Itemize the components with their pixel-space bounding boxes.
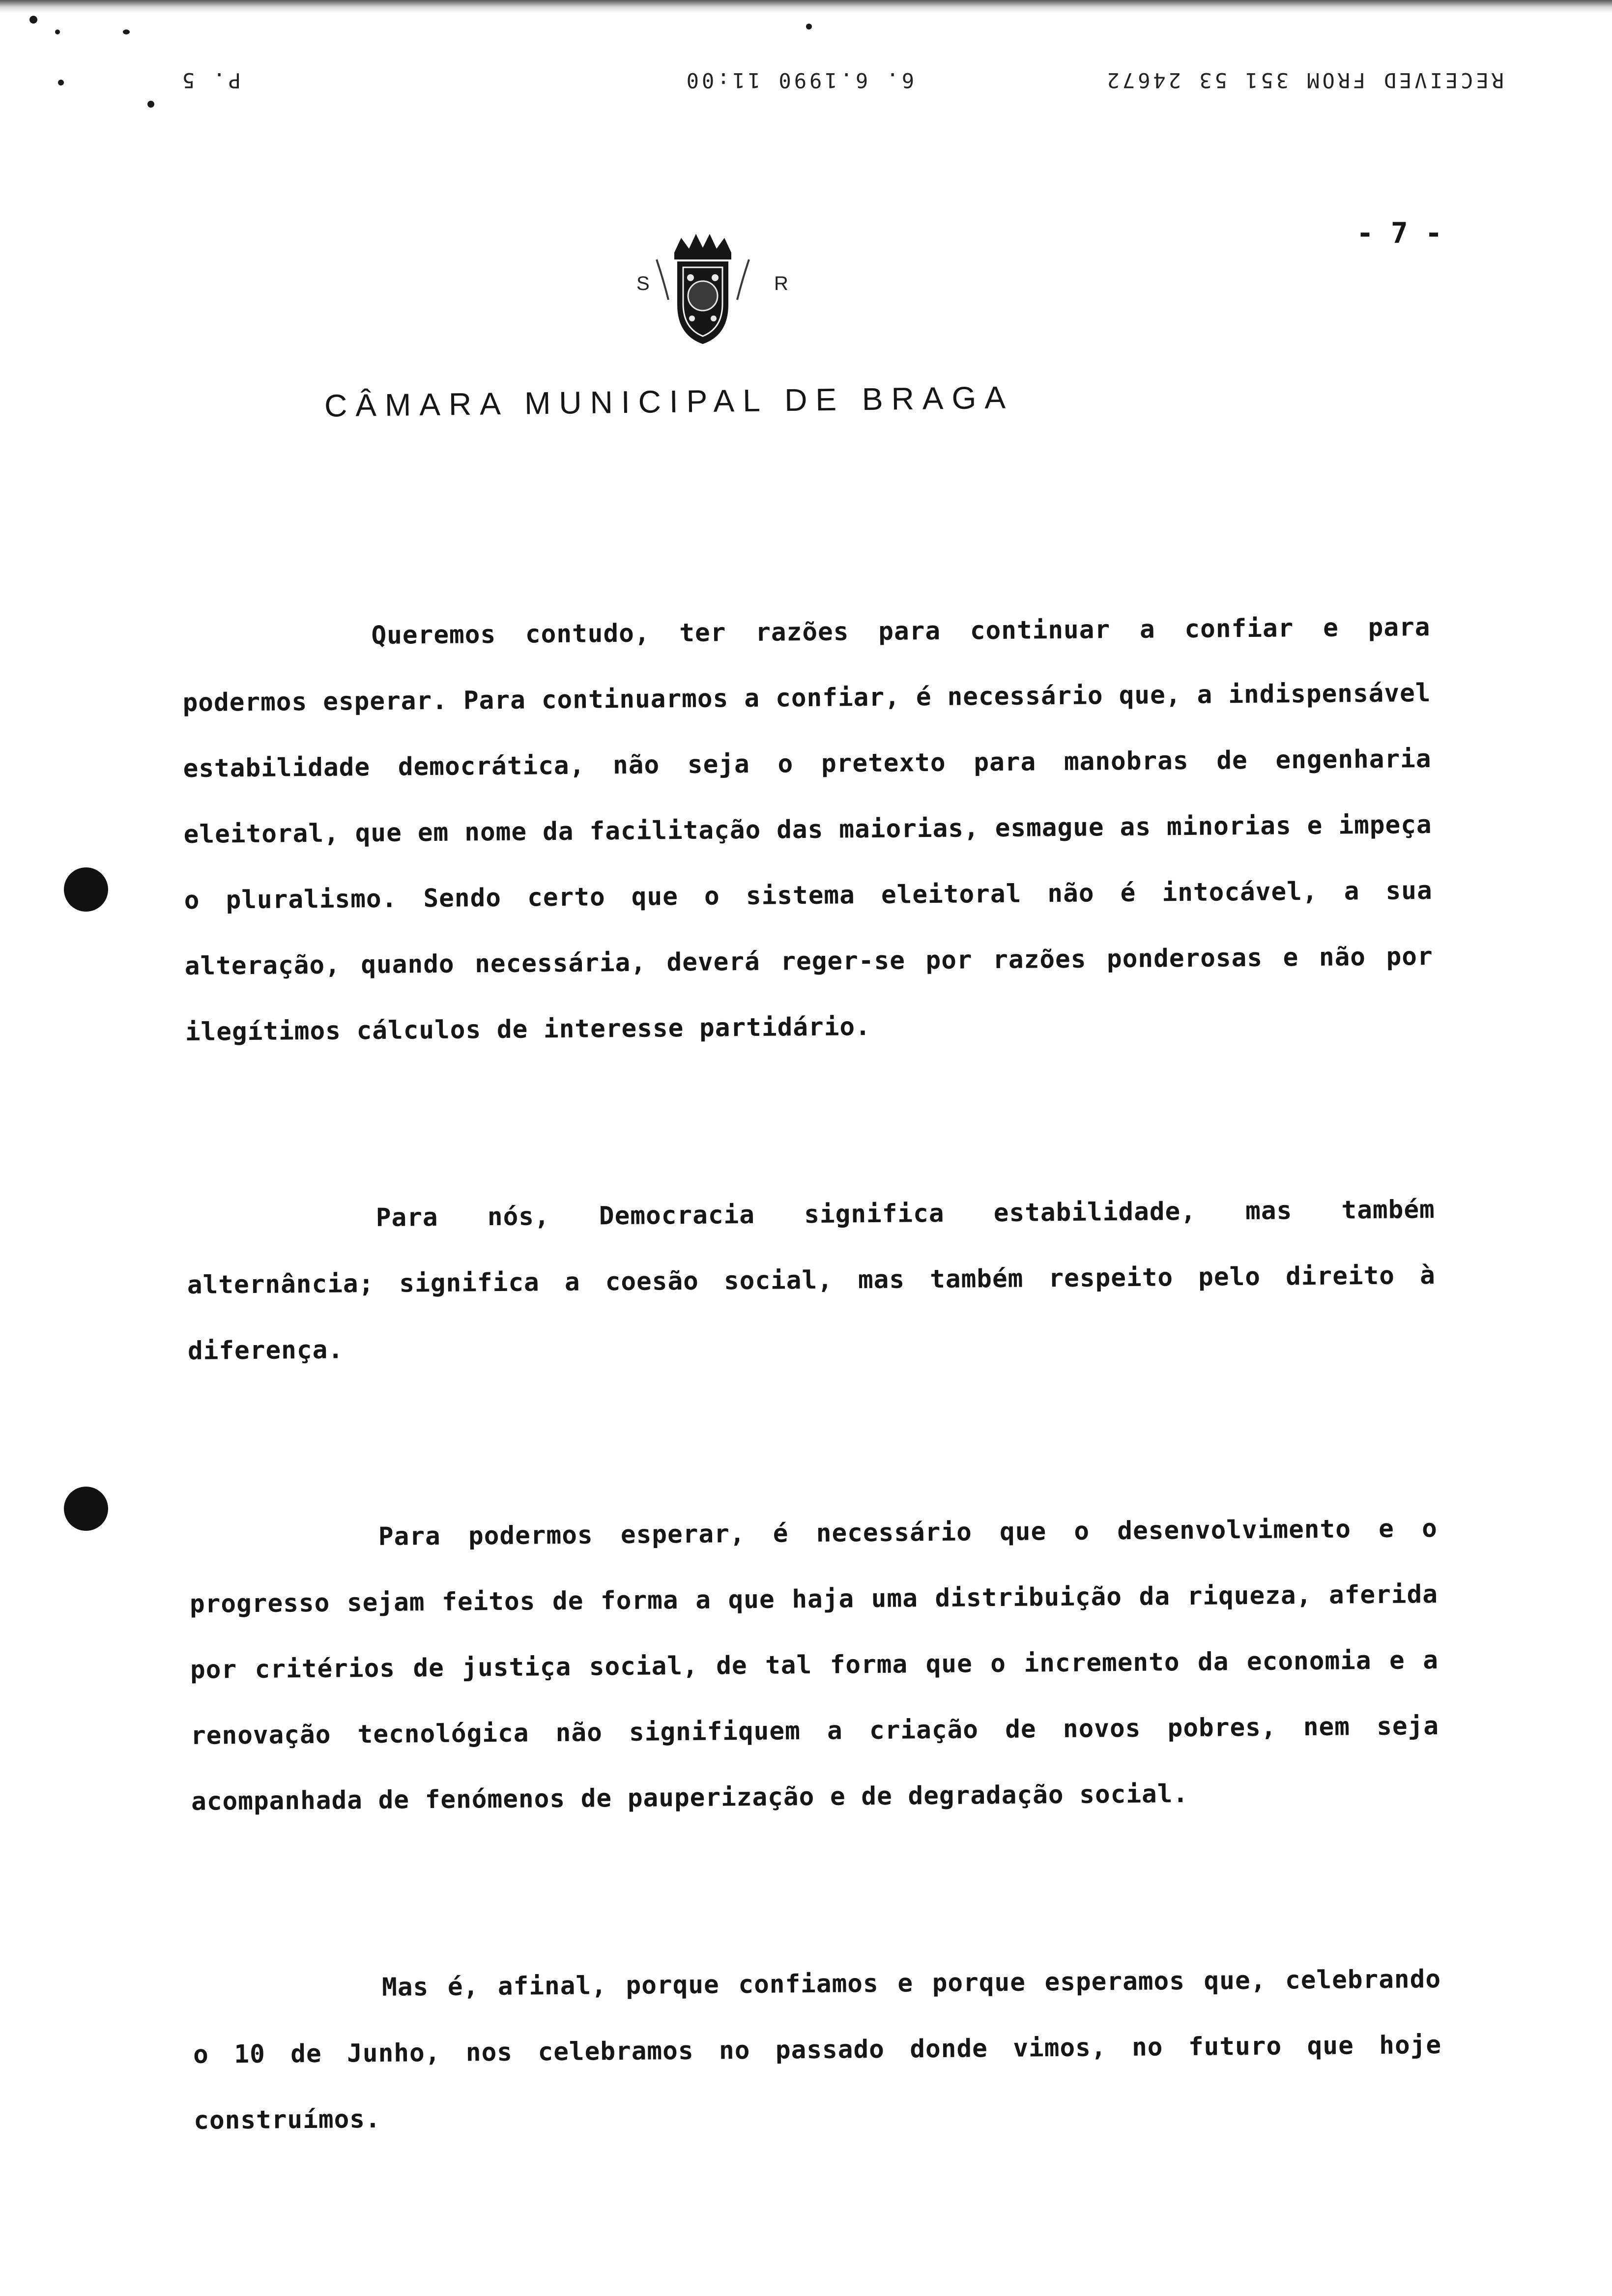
fax-page-number: P. 5	[179, 68, 241, 92]
coat-of-arms-icon	[634, 231, 772, 349]
scan-speck	[806, 24, 812, 29]
scan-speck	[58, 80, 64, 86]
scan-speck	[147, 101, 154, 108]
fax-received-from: RECEIVED FROM 351 53 24672	[1104, 68, 1504, 92]
punch-hole	[64, 1487, 108, 1531]
paragraph: Queremos contudo, ter razões para continuar a confiar e para podermos esperar. Para continuarmos a confiar, é necessário que, a indispensável estabilidade democrática, não seja o pretexto para manobras de engenharia eleitoral, que em nome da facilitação das maiorias, esmague as minorias e impeça o pluralismo. Sendo certo que o sistema eleitoral não é intocável, a sua alteração, quando necessária, deverá reger-se por razões ponderosas e não por ilegítimos cálculos de interesse partidário.	[182, 613, 1433, 1047]
scan-speck	[123, 29, 130, 34]
scan-speck	[55, 29, 60, 34]
crest-letter-right: R	[774, 273, 788, 294]
fax-datetime: 6. 6.1990 11:00	[683, 68, 914, 92]
page-number: - 7 -	[1356, 216, 1442, 250]
punch-hole	[64, 867, 108, 912]
crest-letter-left: S	[636, 273, 650, 294]
paragraph: Mas é, afinal, porque confiamos e porque esperamos que, celebrando o 10 de Junho, nos celebramos no passado donde vimos, no futuro que hoje construímos.	[193, 1964, 1442, 2135]
letter-body	[182, 595, 1443, 2275]
paragraph: Para podermos esperar, é necessário que o desenvolvimento e o progresso sejam feitos de forma a que haja uma distribuição da riqueza, aferida por critérios de justiça social, de tal forma que o incremento da economia e a renovação tecnológica não signifiquem a criação de novos pobres, nem seja acompanhada de fenómenos de pauperização e de degradação social.	[189, 1514, 1439, 1816]
scan-speck	[29, 16, 37, 24]
fax-header	[133, 53, 1504, 92]
scan-edge	[0, 0, 1612, 13]
letterhead-title: CÂMARA MUNICIPAL DE BRAGA	[324, 379, 1014, 424]
paragraph: Para nós, Democracia significa estabilidade, mas também alternância; significa a coesão social, mas também respeito pelo direito à diferença.	[187, 1195, 1436, 1366]
